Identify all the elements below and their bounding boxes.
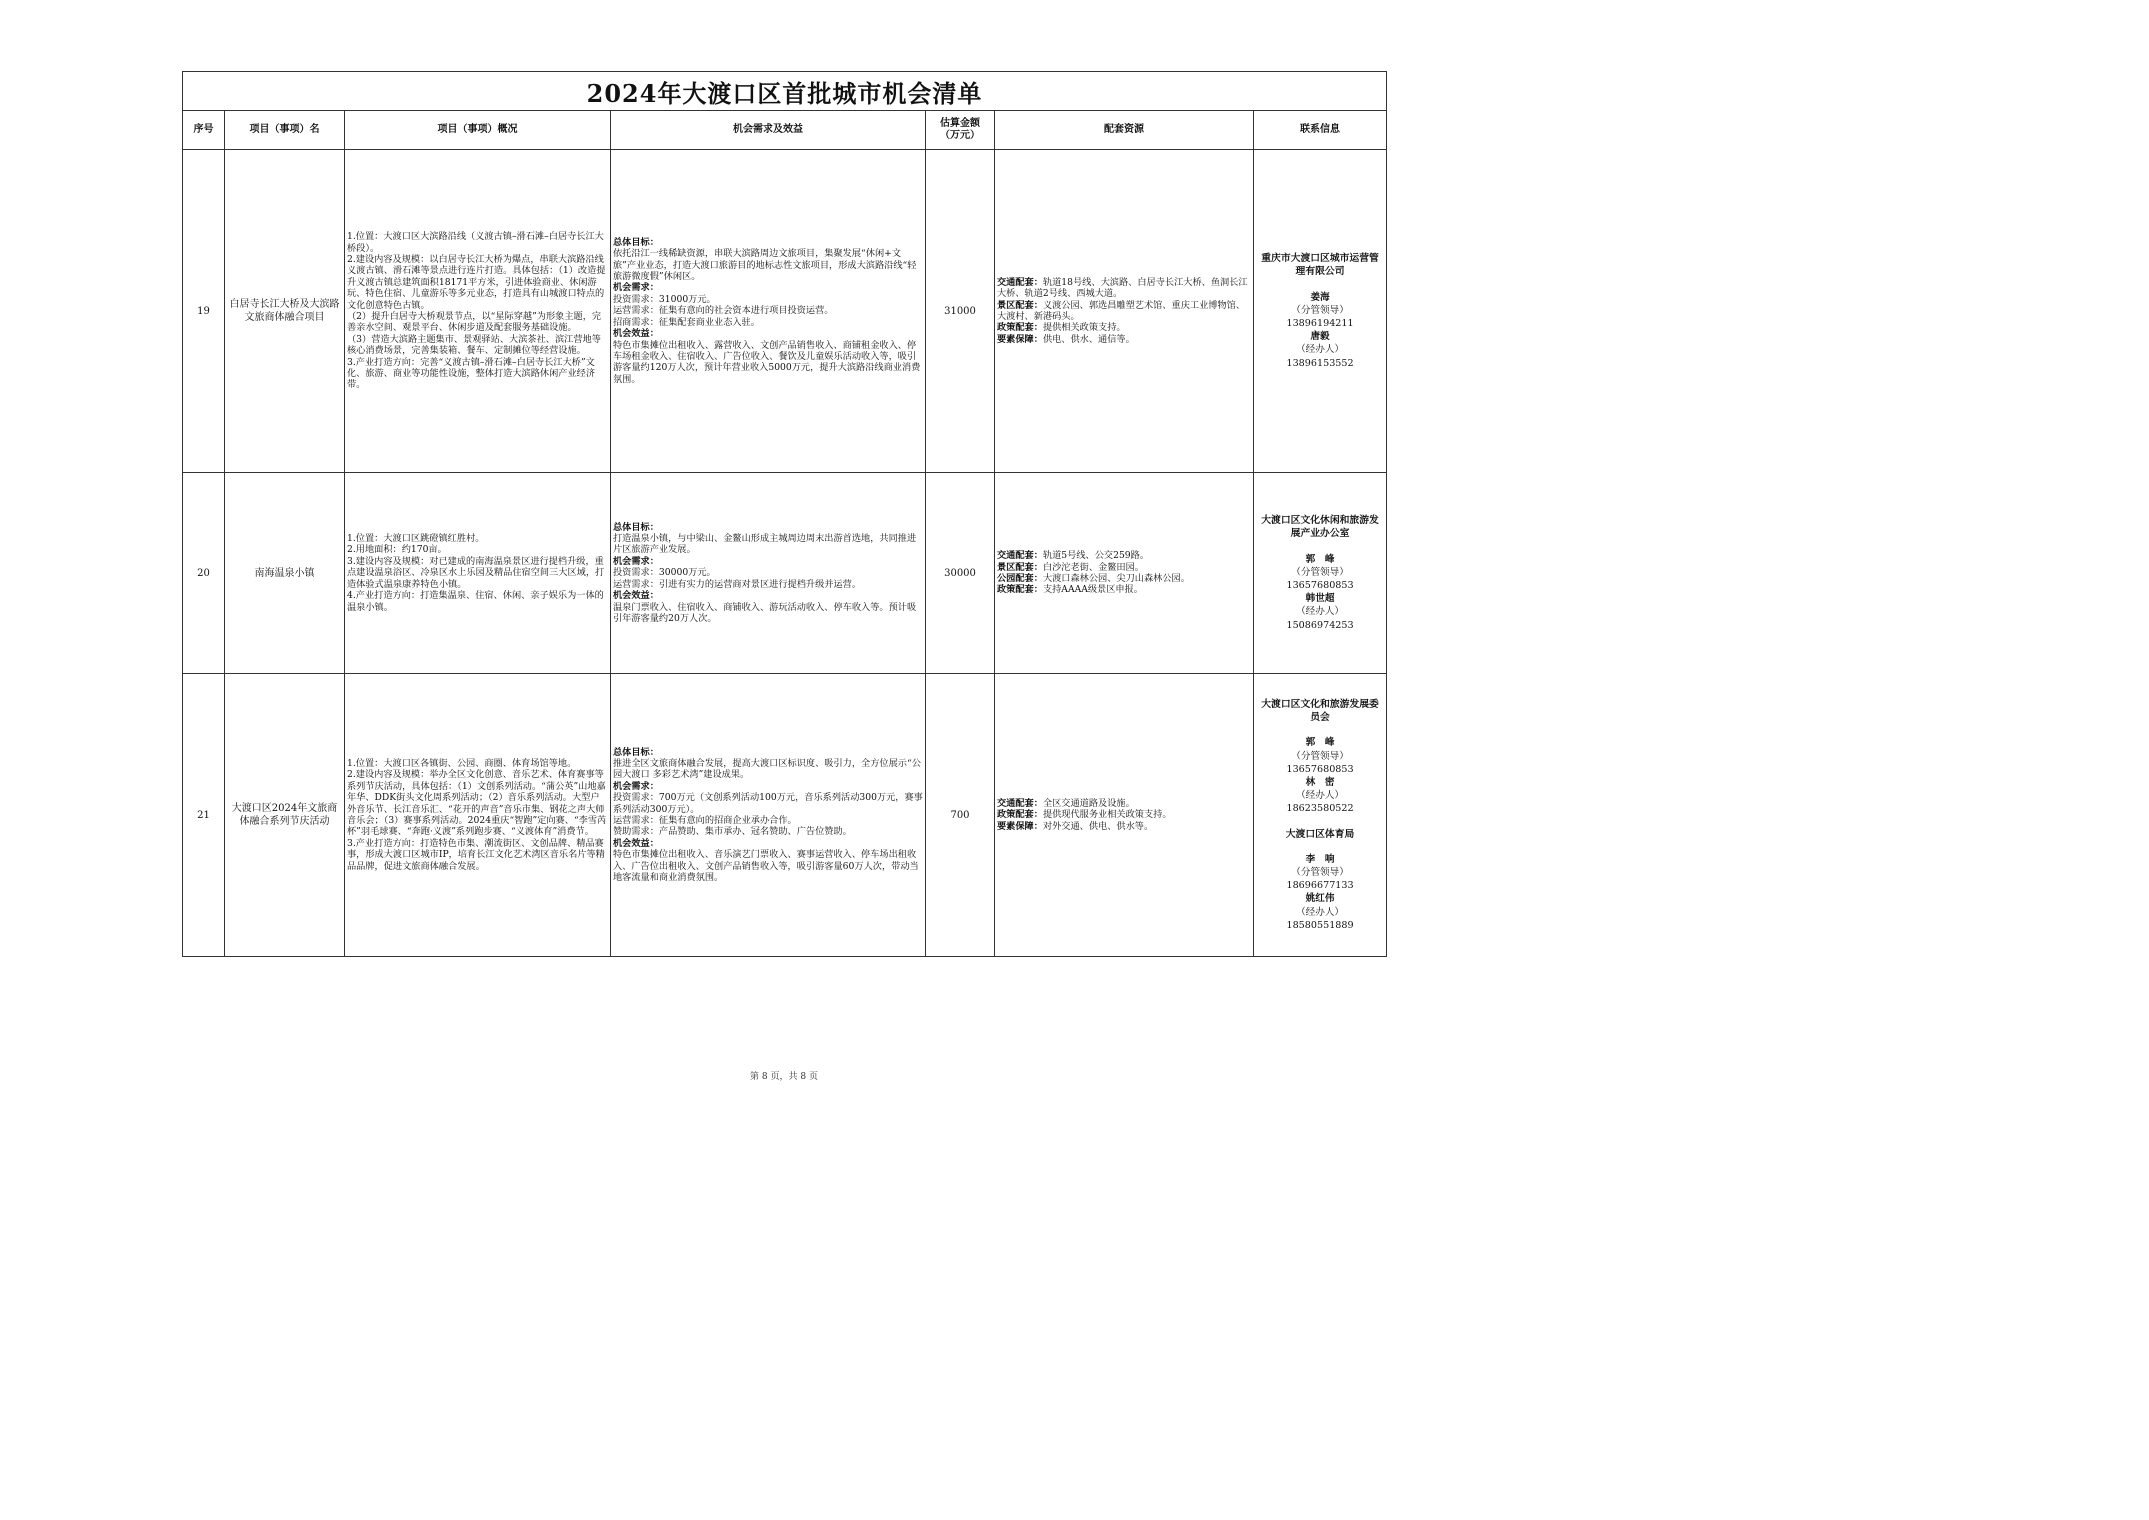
contact-role: （分管领导） [1291,566,1349,578]
contact-name: 林 密 [1305,776,1335,788]
resource-label: 交通配套： [997,550,1043,562]
resource-text: 提供相关政策支持。 [1042,322,1126,334]
goal-text: 打造温泉小镇，与中梁山、金鳌山形成主城周边周末出游首选地，共同推进片区旅游产业发展。 [613,533,917,556]
supporting-resources [995,473,1254,674]
contact-phone: 15086974253 [1286,619,1354,631]
project-overview [345,150,611,473]
overview-item: 3.建设内容及规模：对已建成的南海温泉景区进行提档升级，重点建设温泉浴区、冷泉区水上乐园及精品住宿空间三大区域，打造体验式温泉康养特色小镇。 [347,555,605,590]
overview-item: 2.用地面积：约170亩。 [347,544,447,556]
need-item: 运营需求：引进有实力的运营商对景区进行提档升级并运营。 [613,578,862,590]
page-footer: 第 8 页，共 8 页 [750,1072,818,1082]
resource-item [997,277,1251,300]
need-item: 投资需求：700万元（文创系列活动100万元，音乐系列活动300万元，赛事系列活动300万元）。 [613,792,923,815]
contact-org: 重庆市大渡口区城市运营管理有限公司 [1261,253,1379,278]
benefit-text: 特色市集摊位出租收入、露营收入、文创产品销售收入、商铺租金收入、停车场租金收入、住宿收入、广告位收入、餐饮及儿童娱乐活动收入等，吸引游客量约120万人次，预计年营业收入5000万元，提升大滨路沿线商业消费氛围。 [613,339,921,385]
contact-org: 大渡口区文化和旅游发展委员会 [1261,698,1379,724]
benefit-label: 机会效益： [613,837,659,849]
need-label: 机会需求： [613,555,659,567]
contact-role: （经办人） [1296,906,1345,918]
resource-text: 轨道18号线、大滨路、白居寺长江大桥、鱼洞长江大桥、轨道2号线、西城大道。 [997,276,1248,300]
contact-role: （分管领导） [1291,304,1349,316]
resource-item [997,300,1251,323]
document-title: 2024年大渡口区首批城市机会清单 [183,72,1387,111]
opportunity-table [182,71,1387,957]
header-demand: 机会需求及效益 [611,111,926,150]
resource-text: 大渡口森林公园、尖刀山森林公园。 [1042,573,1190,584]
contact-phone: 13896194211 [1286,318,1354,329]
project-name: 白居寺长江大桥及大滨路文旅商体融合项目 [225,150,345,473]
need-item: 运营需求：征集有意向的社会资本进行项目投资运营。 [613,305,834,317]
resource-label: 景区配套： [997,299,1043,311]
benefit-label: 机会效益： [613,328,659,340]
table-row [183,674,1387,957]
overview-item: 4.产业打造方向：打造集温泉、住宿、休闲、亲子娱乐为一体的温泉小镇。 [347,590,604,613]
resource-item [997,584,1251,595]
resource-item [997,573,1251,584]
resource-text: 义渡公园、郭选昌雕塑艺术馆、重庆工业博物馆、大渡村、新港码头。 [997,299,1246,322]
resource-item [997,334,1251,345]
resource-item [997,821,1251,832]
resource-label: 要素保障： [997,820,1043,832]
resource-item [997,550,1251,561]
estimated-amount: 31000 [926,150,995,473]
goal-label: 总体目标： [613,521,659,533]
header-no: 序号 [183,111,225,150]
project-overview [345,473,611,674]
contact-role: （分管领导） [1291,867,1349,878]
resource-label: 景区配套： [997,561,1043,573]
contact-name: 姜海 [1310,291,1330,303]
header-contact: 联系信息 [1254,111,1387,150]
project-name: 南海温泉小镇 [225,473,345,674]
header-amount-line2: （万元） [940,130,980,141]
table-row [183,150,1387,473]
project-overview [345,674,611,957]
overview-item: （3）营造大滨路主题集市、景观驿站、大滨茶社、滨江营地等核心消费场景，完善集装箱、餐车、定制摊位等经营设施。 [347,333,601,357]
header-row [183,111,1387,150]
overview-item: 2.建设内容及规模：以白居寺长江大桥为爆点，串联大滨路沿线义渡古镇、滑石滩等景点进行连片打造。具体包括：（1）改造提升义渡古镇总建筑面积18171平方米，引进体验商业、休闲游玩、特色住宿、儿童游乐等多元业态，打造具有山城渡口特点的文化创意特色古镇。 [347,253,606,311]
benefit-text: 特色市集摊位出租收入、音乐演艺门票收入、赛事运营收入、停车场出租收入、广告位出租收入、文创产品销售收入等，吸引游客量60万人次，带动当地客流量和商业消费氛围。 [613,849,919,884]
goal-text: 推进全区文旅商体融合发展，提高大渡口区标识度、吸引力，全方位展示“公园大渡口 多彩艺术湾”建设成果。 [613,757,921,781]
need-item: 运营需求：征集有意向的招商企业承办合作。 [613,815,797,826]
header-amount [926,111,995,150]
overview-item: （2）提升白居寺大桥观景节点，以“星际穿越”为形象主题，完善亲水空间、观景平台、休闲步道及配套服务基础设施。 [347,311,602,334]
contact-info [1254,473,1387,674]
resource-text: 支持AAAA级景区申报。 [1042,584,1143,596]
overview-item: 3.产业打造方向：打造特色市集、潮流街区、文创品牌、精品赛事，形成大渡口区城市IP，培育长江文化艺术湾区音乐名片等精品品牌，促进文旅商体融合发展。 [347,837,605,872]
need-label: 机会需求： [613,282,659,294]
resource-item [997,562,1251,573]
contact-name: 李 响 [1305,853,1335,865]
resource-text: 轨道5号线、公交259路。 [1042,550,1150,562]
resource-label: 要素保障： [997,333,1043,345]
contact-name: 唐毅 [1310,331,1330,343]
row-number: 21 [183,674,225,957]
resource-label: 政策配套： [997,809,1043,821]
supporting-resources [995,674,1254,957]
overview-item: 2.建设内容及规模：举办全区文化创意、音乐艺术、体育赛事等系列节庆活动，具体包括：（1）文创系列活动。“蒲公英”山地嘉年华、DDK街头文化周系列活动；（2）音乐系列活动。大型户外音乐节、长江音乐汇、“花开的声音”音乐市集、钢花之声大师音乐会；（3）赛事系列活动。2024重庆“智跑”定向赛、“李雪芮杯”羽毛球赛、“奔跑·义渡”系列跑步赛、“义渡体育”消费节。 [347,769,607,838]
need-label: 机会需求： [613,780,659,792]
opportunity-demand [611,150,926,473]
contact-org: 大渡口区文化休闲和旅游发展产业办公室 [1261,515,1379,540]
overview-item: 3.产业打造方向：完善“义渡古镇–滑石滩–白居寺长江大桥”文化、旅游、商业等功能性设施，整体打造大滨路休闲产业经济带。 [347,356,596,391]
resource-label: 公园配套： [997,573,1043,584]
contact-phone: 13896153552 [1286,357,1354,369]
resource-label: 政策配套： [997,322,1043,334]
contact-role: （经办人） [1296,606,1345,618]
overview-item: 1.位置：大渡口区大滨路沿线（义渡古镇–滑石滩–白居寺长江大桥段）。 [347,231,604,254]
resource-text: 对外交通、供电、供水等。 [1042,820,1154,832]
resource-item [997,798,1251,809]
contact-info [1254,674,1387,957]
contact-phone: 13657680853 [1286,580,1354,591]
opportunity-demand [611,473,926,674]
supporting-resources [995,150,1254,473]
need-item: 投资需求：31000万元。 [613,293,716,305]
resource-item [997,322,1251,333]
table-row [183,473,1387,674]
contact-name: 郭 峰 [1305,737,1335,749]
overview-item: 1.位置：大渡口区跳磴镇红胜村。 [347,533,485,545]
contact-role: （分管领导） [1291,750,1349,762]
benefit-text: 温泉门票收入、住宿收入、商铺收入、游玩活动收入、停车收入等。预计吸引年游客量约20万人次。 [613,601,917,624]
contact-phone: 18580551889 [1286,919,1354,931]
header-overview: 项目（事项）概况 [345,111,611,150]
resource-label: 交通配套： [997,797,1043,809]
contact-name: 郭 峰 [1305,553,1335,565]
estimated-amount: 700 [926,674,995,957]
resource-text: 供电、供水、通信等。 [1042,333,1135,345]
row-number: 19 [183,150,225,473]
contact-org: 大渡口区体育局 [1285,828,1355,840]
contact-phone: 18623580522 [1286,803,1354,815]
header-resources: 配套资源 [995,111,1254,150]
opportunity-demand [611,674,926,957]
need-item: 赞助需求：产品赞助、集市承办、冠名赞助、广告位赞助。 [613,826,852,838]
overview-item: 1.位置：大渡口区各镇街、公园、商圈、体育场馆等地。 [347,757,577,769]
need-item: 招商需求：征集配套商业业态入驻。 [613,316,760,328]
resource-text: 全区交通道路及设施。 [1042,797,1135,809]
resource-text: 白沙沱老街、金鳌田园。 [1042,561,1144,573]
resource-item [997,809,1251,820]
resource-label: 政策配套： [997,584,1043,596]
project-name: 大渡口区2024年文旅商体融合系列节庆活动 [225,674,345,957]
contact-phone: 13657680853 [1286,763,1354,775]
row-number: 20 [183,473,225,674]
resource-text: 提供现代服务业相关政策支持。 [1042,809,1172,821]
goal-label: 总体目标： [613,236,659,248]
opportunity-list-sheet [182,71,1386,957]
header-amount-line1: 估算金额 [940,118,980,129]
contact-role: （经办人） [1296,790,1345,802]
benefit-label: 机会效益： [613,590,659,602]
contact-phone: 18696677133 [1286,880,1354,892]
header-name: 项目（事项）名 [225,111,345,150]
contact-name: 姚红伟 [1305,893,1335,905]
contact-name: 韩世超 [1305,593,1335,605]
need-item: 投资需求：30000万元。 [613,567,716,579]
goal-text: 依托沿江一线稀缺资源，串联大滨路周边文旅项目，集聚发展“休闲+文旅”产业业态，打造大渡口旅游目的地标志性文旅项目，形成大滨路沿线“轻旅游微度假”休闲区。 [613,248,917,283]
estimated-amount: 30000 [926,473,995,674]
contact-info [1254,150,1387,473]
resource-label: 交通配套： [997,276,1043,288]
goal-label: 总体目标： [613,746,659,758]
contact-role: （经办人） [1296,344,1345,356]
